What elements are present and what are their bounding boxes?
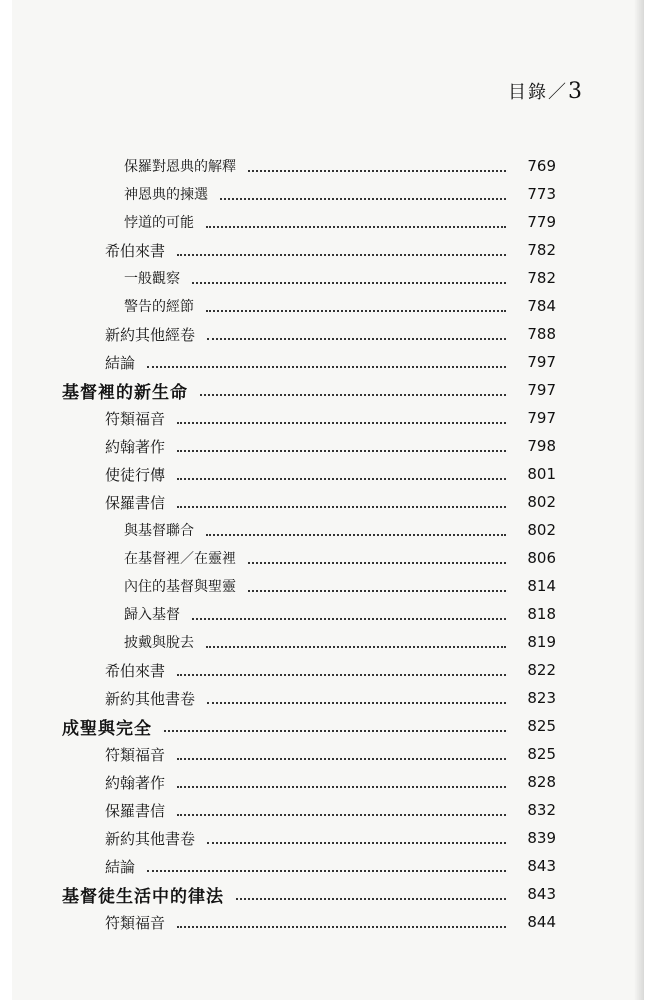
dot-leader	[177, 673, 506, 676]
toc-entry-label: 約翰著作	[105, 437, 166, 456]
toc-entry-page: 843	[527, 857, 556, 875]
toc-entry-label: 結論	[105, 353, 136, 372]
toc-entry-label: 新約其他經卷	[105, 325, 196, 344]
toc-entry-page: 822	[527, 661, 556, 679]
toc-entry-page: 769	[527, 157, 556, 175]
table-of-contents	[12, 152, 644, 936]
toc-entry-page: 784	[527, 297, 556, 315]
dot-leader	[207, 841, 506, 844]
toc-entry	[12, 292, 644, 320]
toc-entry-label: 神恩典的揀選	[124, 187, 208, 203]
toc-entry-label: 符類福音	[105, 913, 166, 932]
toc-section-heading	[12, 880, 644, 908]
toc-entry-page: 802	[527, 493, 556, 511]
toc-entry-label: 悖道的可能	[124, 215, 194, 231]
header-separator: ／	[548, 82, 568, 103]
toc-entry-label: 新約其他書卷	[105, 689, 196, 708]
toc-entry	[12, 488, 644, 516]
toc-entry-page: 802	[527, 521, 556, 539]
toc-entry-page: 825	[527, 745, 556, 763]
toc-entry	[12, 684, 644, 712]
toc-entry	[12, 796, 644, 824]
toc-entry-page: 797	[527, 353, 556, 371]
toc-entry-page: 782	[527, 241, 556, 259]
book-page	[12, 0, 644, 1000]
toc-entry-page: 797	[527, 409, 556, 427]
toc-entry-page: 839	[527, 829, 556, 847]
dot-leader	[177, 925, 506, 928]
page-header	[508, 78, 584, 104]
toc-entry-label: 成聖與完全	[62, 718, 152, 739]
toc-entry	[12, 824, 644, 852]
toc-entry-label: 警告的經節	[124, 299, 194, 315]
toc-entry	[12, 348, 644, 376]
dot-leader	[177, 421, 506, 424]
toc-entry-page: 779	[527, 213, 556, 231]
dot-leader	[177, 757, 506, 760]
toc-entry-label: 與基督聯合	[124, 523, 194, 539]
dot-leader	[248, 589, 506, 592]
toc-entry	[12, 740, 644, 768]
toc-entry	[12, 404, 644, 432]
toc-entry-page: 806	[527, 549, 556, 567]
dot-leader	[236, 897, 506, 900]
dot-leader	[248, 561, 506, 564]
toc-entry-page: 825	[527, 717, 556, 735]
toc-entry-page: 818	[527, 605, 556, 623]
toc-entry-page: 832	[527, 801, 556, 819]
toc-entry-label: 披戴與脫去	[124, 635, 194, 651]
dot-leader	[147, 869, 506, 872]
toc-section-heading	[12, 376, 644, 404]
toc-entry-page: 819	[527, 633, 556, 651]
dot-leader	[147, 365, 506, 368]
toc-entry	[12, 572, 644, 600]
toc-entry	[12, 768, 644, 796]
dot-leader	[200, 393, 506, 396]
toc-entry	[12, 544, 644, 572]
dot-leader	[177, 785, 506, 788]
toc-entry-label: 結論	[105, 857, 136, 876]
dot-leader	[177, 813, 506, 816]
toc-section-heading	[12, 712, 644, 740]
toc-entry	[12, 264, 644, 292]
dot-leader	[206, 309, 506, 312]
dot-leader	[177, 449, 506, 452]
toc-entry-label: 歸入基督	[124, 607, 180, 623]
toc-entry	[12, 208, 644, 236]
toc-entry-page: 844	[527, 913, 556, 931]
toc-entry-page: 843	[527, 885, 556, 903]
toc-entry-page: 823	[527, 689, 556, 707]
toc-entry-label: 內住的基督與聖靈	[124, 579, 236, 595]
dot-leader	[207, 701, 506, 704]
toc-entry-label: 保羅書信	[105, 801, 166, 820]
dot-leader	[192, 281, 506, 284]
dot-leader	[206, 225, 506, 228]
toc-entry-label: 使徒行傳	[105, 465, 166, 484]
toc-entry	[12, 432, 644, 460]
toc-entry-page: 828	[527, 773, 556, 791]
dot-leader	[220, 197, 506, 200]
toc-entry-label: 在基督裡／在靈裡	[124, 551, 236, 567]
toc-entry-page: 797	[527, 381, 556, 399]
toc-entry	[12, 908, 644, 936]
toc-entry	[12, 656, 644, 684]
toc-entry-label: 保羅書信	[105, 493, 166, 512]
toc-entry	[12, 236, 644, 264]
dot-leader	[177, 477, 506, 480]
toc-entry-label: 新約其他書卷	[105, 829, 196, 848]
header-page-number: 3	[568, 79, 584, 104]
header-title: 目錄	[508, 82, 548, 103]
toc-entry-label: 希伯來書	[105, 241, 166, 260]
toc-entry-page: 801	[527, 465, 556, 483]
toc-entry	[12, 320, 644, 348]
toc-entry-page: 788	[527, 325, 556, 343]
toc-entry-label: 符類福音	[105, 409, 166, 428]
dot-leader	[164, 729, 506, 732]
dot-leader	[192, 617, 506, 620]
dot-leader	[248, 169, 506, 172]
toc-entry	[12, 852, 644, 880]
dot-leader	[177, 253, 506, 256]
toc-entry-label: 基督裡的新生命	[62, 382, 188, 403]
toc-entry	[12, 516, 644, 544]
toc-entry	[12, 460, 644, 488]
toc-entry	[12, 152, 644, 180]
dot-leader	[177, 505, 506, 508]
toc-entry-page: 814	[527, 577, 556, 595]
toc-entry-label: 符類福音	[105, 745, 166, 764]
toc-entry-label: 希伯來書	[105, 661, 166, 680]
toc-entry	[12, 628, 644, 656]
toc-entry	[12, 600, 644, 628]
dot-leader	[206, 645, 506, 648]
dot-leader	[207, 337, 506, 340]
toc-entry-page: 782	[527, 269, 556, 287]
toc-entry-label: 保羅對恩典的解釋	[124, 159, 236, 175]
toc-entry-label: 基督徒生活中的律法	[62, 886, 224, 907]
toc-entry-page: 773	[527, 185, 556, 203]
toc-entry	[12, 180, 644, 208]
toc-entry-label: 一般觀察	[124, 271, 180, 287]
toc-entry-page: 798	[527, 437, 556, 455]
dot-leader	[206, 533, 506, 536]
toc-entry-label: 約翰著作	[105, 773, 166, 792]
